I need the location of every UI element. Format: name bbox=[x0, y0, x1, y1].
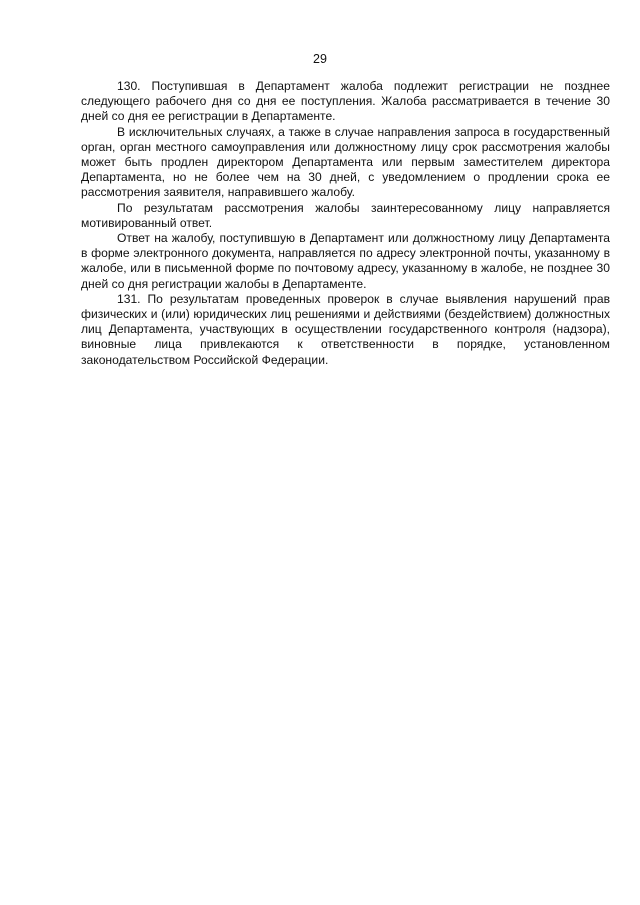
page-number: 29 bbox=[313, 52, 327, 66]
paragraph-extension: В исключительных случаях, а также в случае направления запроса в государственный орган, орган местного самоуправления или должностному лицу срок рассмотрения жалобы может быть продлен директором Департамента или первым заместителем директора Департамента, но не более чем на 30 дней, с уведомлением о продлении срока ее рассмотрения заявителя, направившего жалобу. bbox=[81, 124, 610, 200]
paragraph-131: 131. По результатам проведенных проверок в случае выявления нарушений прав физических и (или) юридических лиц решениями и действиями (бездействием) должностных лиц Департамента, участвующих в осуществлении государственного контроля (надзора), виновные лица привлекаются к ответственности в порядке, установленном законодательством Российской Федерации. bbox=[81, 291, 610, 367]
paragraph-electronic-answer: Ответ на жалобу, поступившую в Департамент или должностному лицу Департамента в форме электронного документа, направляется по адресу электронной почты, указанному в жалобе, или в письменной форме по почтовому адресу, указанному в жалобе, не позднее 30 дней со дня регистрации жалобы в Департаменте. bbox=[81, 231, 610, 291]
document-body bbox=[81, 79, 610, 368]
paragraph-reasoned-answer: По результатам рассмотрения жалобы заинтересованному лицу направляется мотивированный ответ. bbox=[81, 200, 610, 230]
paragraph-130: 130. Поступившая в Департамент жалоба подлежит регистрации не позднее следующего рабочего дня со дня ее поступления. Жалоба рассматривается в течение 30 дней со дня ее регистрации в Департаменте. bbox=[81, 79, 610, 124]
